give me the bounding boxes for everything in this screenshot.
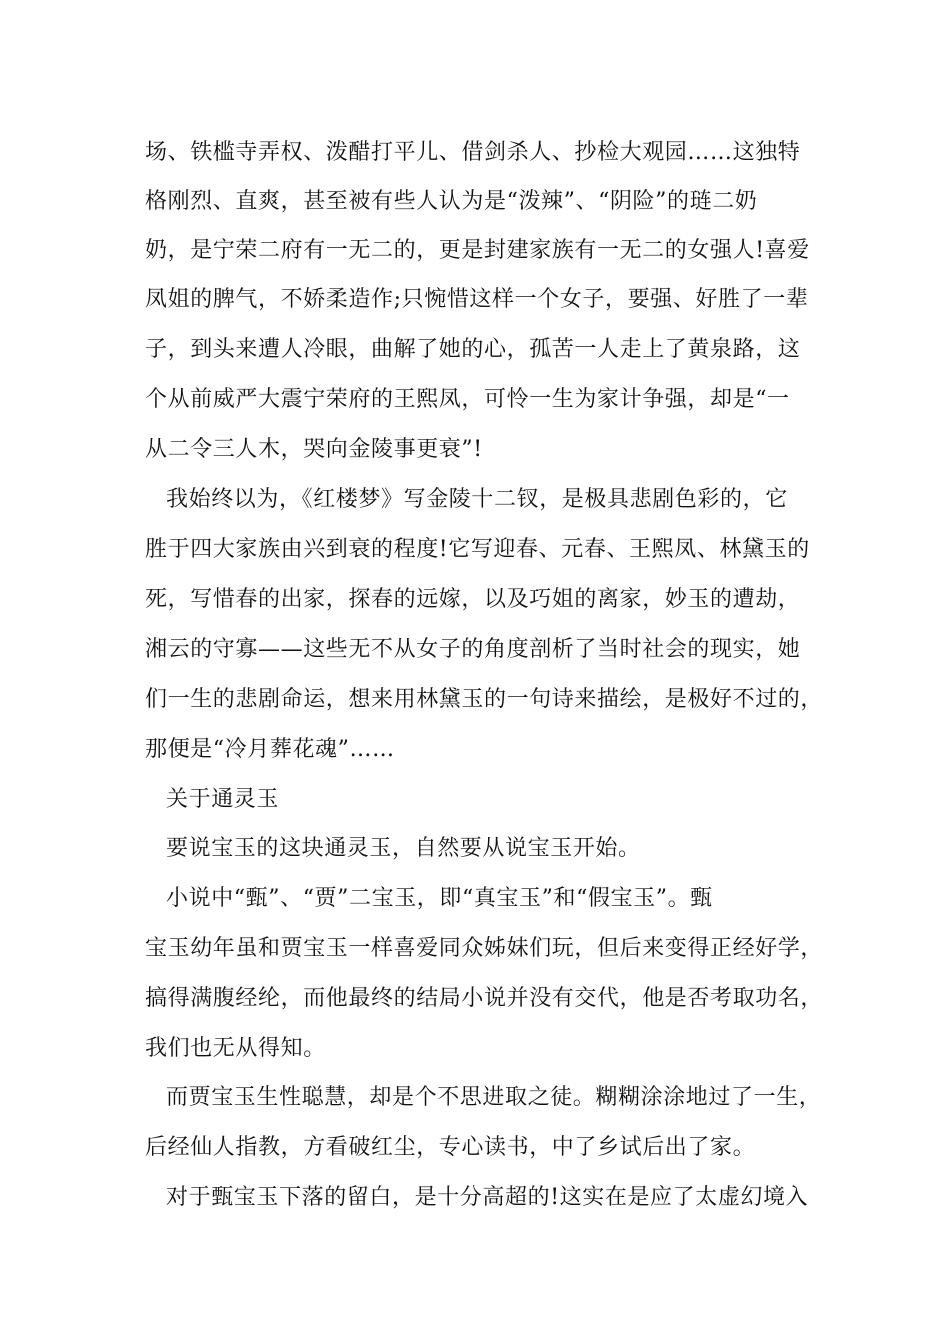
paragraph-first-line: 小说中“甄”、“贾”二宝玉，即“真宝玉”和“假宝玉”。甄	[166, 886, 713, 911]
text-line: 我们也无从得知。	[145, 1036, 326, 1061]
section-heading: 关于通灵玉	[166, 787, 280, 812]
paragraph-first-line: 要说宝玉的这块通灵玉，自然要从说宝玉开始。	[166, 836, 641, 861]
text-line: 宝玉幼年虽和贾宝玉一样喜爱同众姊妹们玩，但后来变得正经好学，	[145, 936, 824, 961]
text-line: 搞得满腹经纶，而他最终的结局小说并没有交代，他是否考取功名，	[145, 986, 824, 1011]
text-line: 后经仙人指教，方看破红尘，专心读书，中了乡试后出了家。	[145, 1135, 756, 1160]
text-line: 们一生的悲剧命运，想来用林黛玉的一句诗来描绘，是极好不过的，	[145, 687, 824, 712]
text-line: 从二令三人木，哭向金陵事更衰”!	[145, 437, 483, 462]
paragraph-first-line: 而贾宝玉生性聪慧，却是个不思进取之徒。糊糊涂涂地过了一生，	[166, 1085, 822, 1110]
text-line: 子，到头来遭人冷眼，曲解了她的心，孤苦一人走上了黄泉路，这	[145, 337, 801, 362]
text-line: 个从前威严大震宁荣府的王熙凤，可怜一生为家计争强，却是“一	[145, 387, 790, 412]
text-line: 格刚烈、直爽，甚至被有些人认为是“泼辣”、“阴险”的琏二奶	[145, 189, 758, 214]
paragraph-first-line: 对于甄宝玉下落的留白，是十分高超的!这实在是应了太虚幻境入	[166, 1185, 809, 1210]
paragraph-first-line: 我始终以为，《红楼梦》写金陵十二钗，是极具悲剧色彩的，它	[166, 487, 788, 512]
text-line: 奶，是宁荣二府有一无二的，更是封建家族有一无二的女强人!喜爱	[145, 238, 810, 263]
text-line: 死，写惜春的出家，探春的远嫁，以及巧姐的离家，妙玉的遭劫，	[145, 587, 801, 612]
text-line: 凤姐的脾气，不娇柔造作;只惋惜这样一个女子，要强、好胜了一辈	[145, 287, 809, 312]
text-line: 那便是“冷月葬花魂”……	[145, 737, 395, 762]
text-line: 湘云的守寡——这些无不从女子的角度剖析了当时社会的现实，她	[145, 637, 801, 662]
text-line: 胜于四大家族由兴到衰的程度!它写迎春、元春、王熙凤、林黛玉的	[145, 537, 810, 562]
text-line: 场、铁槛寺弄权、泼醋打平儿、借剑杀人、抄检大观园……这独特	[145, 140, 801, 165]
